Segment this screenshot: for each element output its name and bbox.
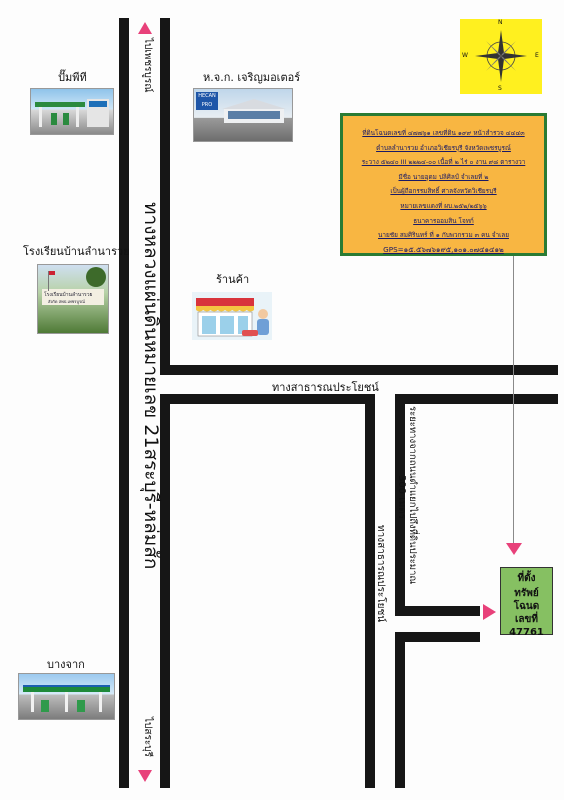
deed-info-line: มีชื่อ นายอุดม ปลิศิลป์ จำเลยที่ ๒ — [398, 172, 489, 181]
plot-line: ทรัพย์ — [514, 588, 539, 599]
deed-info-line: ที่ดินโฉนดเลขที่ ๔๗๗๖๑ เลขที่ดิน ๑๙๙ หน้าสำรวจ ๔๔๔๓ — [362, 129, 525, 137]
deed-info-line: ธนาคารออมสิน โจทก์ — [413, 216, 474, 225]
dealer-picture — [193, 88, 293, 142]
south-arrow-icon — [138, 770, 152, 782]
plot-line: โฉนด — [513, 601, 540, 612]
concrete-road-label: ระยะทางจากถนนดำแยกไปถึงที่ดินประมาณ — [407, 406, 418, 585]
compass-rose-icon — [460, 19, 542, 94]
spur-road-bottom-line — [395, 632, 480, 642]
deed-info-line: เป็นผู้ถือกรรมสิทธิ์ ศาลจังหวัดวิเชียรบุรี — [390, 187, 497, 196]
school-picture — [37, 264, 109, 334]
side-road-right-line-lower — [395, 632, 405, 788]
deed-info-line: ตำบลลำนารวย อำเภอวิเชียรบุรี จังหวัดเพชรบูรณ์ — [376, 143, 511, 152]
gas-station-top-label: ปั๊มพีที — [58, 71, 87, 84]
highway-name: ทางหลวงแผ่นดินหมายเลข 21สระบุรี-หล่มสัก — [140, 202, 162, 570]
info-connector-line — [513, 256, 514, 545]
public-road-top-line — [160, 365, 558, 375]
compass-e: E — [535, 52, 539, 59]
shop-picture — [192, 292, 272, 340]
highway-north-label: ไปเพชรบูรณ์ — [142, 38, 153, 93]
deed-info-line: นายชัย สมศิรินทร์ ที่ ๑ กับพวกรวม ๓ คน จำเลย — [378, 231, 509, 240]
plot-pointer-arrow-icon — [483, 604, 496, 620]
property-plot-marker — [500, 567, 553, 638]
deed-info-line: ระวาง ๕๒๔๐ III ๒๒๒๔-๐๐ เนื้อที่ ๒ ไร่ ๐ งาน ๙๘ ตารางวา — [361, 158, 526, 167]
public-road-label: ทางสาธารณประโยชน์ — [272, 381, 379, 394]
gas-station-bottom-picture — [18, 673, 115, 720]
compass — [460, 19, 542, 94]
deed-info-box — [340, 113, 547, 256]
school-label: โรงเรียนบ้านลำนารวย — [23, 245, 130, 258]
gas-station-bottom-label: บางจาก — [47, 658, 85, 671]
plot-line: 47761 — [509, 627, 544, 638]
school-sign-line-2: สังกัด สพป.เพชรบูรณ์ — [48, 299, 85, 304]
dealer-sign: HECAN PRO — [196, 92, 218, 110]
highway-south-label: ไปสระบุรี — [142, 717, 153, 757]
dealer-label: ห.จ.ก. เจริญมอเตอร์ — [203, 71, 301, 84]
spur-road-top-line — [395, 606, 480, 616]
plot-line: เลขที่ — [515, 614, 538, 625]
deed-info-line: GPS=๑๕.๕๖๗๖๑๙๕,๑๐๑.๐๗๔๑๔๑๒ — [383, 244, 504, 254]
north-arrow-icon — [138, 22, 152, 34]
gas-station-top-picture — [30, 88, 114, 135]
school-sign-line-1: โรงเรียนบ้านลำนารวย — [44, 292, 93, 298]
public-road-bottom-line-right — [395, 394, 558, 404]
compass-s: S — [498, 85, 502, 92]
compass-n: N — [498, 19, 503, 26]
compass-w: W — [462, 52, 468, 59]
highway-left-line — [119, 18, 129, 788]
info-connector-arrow-icon — [506, 543, 522, 555]
plot-line: ที่ตั้ง — [517, 573, 536, 584]
shop-label: ร้านค้า — [216, 273, 250, 286]
distance-label: 300 เมตร — [396, 475, 407, 520]
side-road-label: ทางสาธารณประโยชน์ — [375, 525, 386, 623]
deed-info-line: หมายเลขแดงที่ ผบ.๒๕๒/๒๕๖๖ — [400, 201, 487, 210]
